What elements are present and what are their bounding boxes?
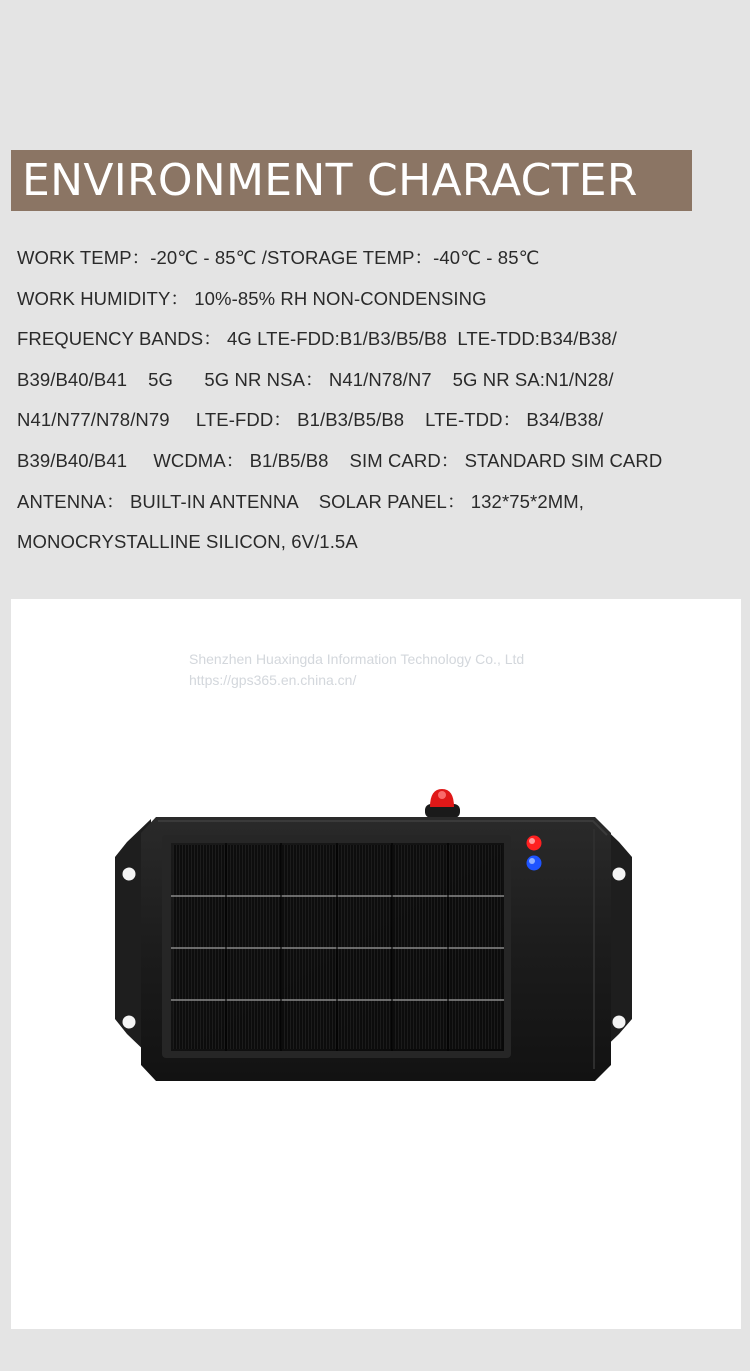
section-title-environment-character: ENVIRONMENT CHARACTER	[11, 150, 692, 211]
spec-line-wcdma-sim: B39/B40/B41 WCDMA： B1/B5/B8 SIM CARD： STANDARD SIM CARD	[17, 449, 663, 471]
mount-hole-top-left	[123, 868, 136, 881]
spec-list	[17, 238, 742, 563]
watermark-company: Shenzhen Huaxingda Information Technology Co., Ltd	[189, 651, 525, 667]
spec-line-frequency-bands-cont-2: N41/N77/N78/N79 LTE-FDD： B1/B3/B5/B8 LTE-TDD： B34/B38/	[17, 409, 604, 431]
spec-line-work-temp: WORK TEMP：-20℃ - 85℃ /STORAGE TEMP：-40℃ - 85℃	[17, 247, 540, 268]
mount-hole-bottom-left	[123, 1016, 136, 1029]
mount-hole-bottom-right	[613, 1016, 626, 1029]
mount-hole-top-right	[613, 868, 626, 881]
spec-line-frequency-bands-cont-1: B39/B40/B41 5G 5G NR NSA： N41/N78/N7 5G NR SA:N1/N28/	[17, 368, 614, 390]
watermark-url: https://gps365.en.china.cn/	[189, 672, 357, 688]
spec-line-work-humidity: WORK HUMIDITY： 10%-85% RH NON-CONDENSING	[17, 287, 487, 309]
product-image-panel	[11, 599, 741, 1329]
spec-line-solar-material: MONOCRYSTALLINE SILICON, 6V/1.5A	[17, 531, 358, 553]
solar-gps-tracker-icon	[11, 599, 741, 1329]
spec-line-frequency-bands: FREQUENCY BANDS： 4G LTE-FDD:B1/B3/B5/B8 LTE-TDD:B34/B38/	[17, 328, 617, 350]
spec-line-antenna-solar: ANTENNA： BUILT-IN ANTENNA SOLAR PANEL： 132*75*2MM,	[17, 490, 584, 512]
